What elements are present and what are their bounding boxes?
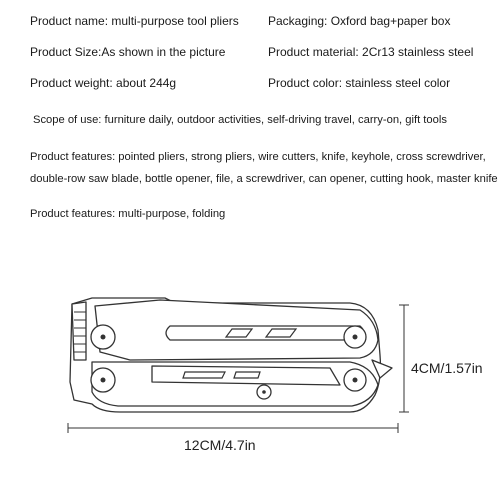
- packaging-text: Packaging: Oxford bag+paper box: [268, 14, 451, 28]
- product-name-text: Product name: multi-purpose tool pliers: [30, 14, 239, 28]
- height-dimension-label: 4CM/1.57in: [411, 360, 483, 376]
- product-weight-text: Product weight: about 244g: [30, 76, 177, 90]
- product-color-text: Product color: stainless steel color: [268, 76, 451, 90]
- features-line-2: double-row saw blade, bottle opener, file, a screwdriver, can opener, cutting hook, master knife: [30, 173, 498, 185]
- product-size-text: Product Size:As shown in the picture: [30, 45, 226, 59]
- features-summary-text: Product features: multi-purpose, folding: [30, 208, 226, 220]
- product-material-text: Product material: 2Cr13 stainless steel: [268, 45, 474, 59]
- features-line-1: Product features: pointed pliers, strong pliers, wire cutters, knife, keyhole, cross screwdriver,: [30, 151, 486, 163]
- scope-of-use-text: Scope of use: furniture daily, outdoor activities, self-driving travel, carry-on, gift tools: [33, 114, 447, 126]
- width-dimension-label: 12CM/4.7in: [184, 437, 256, 453]
